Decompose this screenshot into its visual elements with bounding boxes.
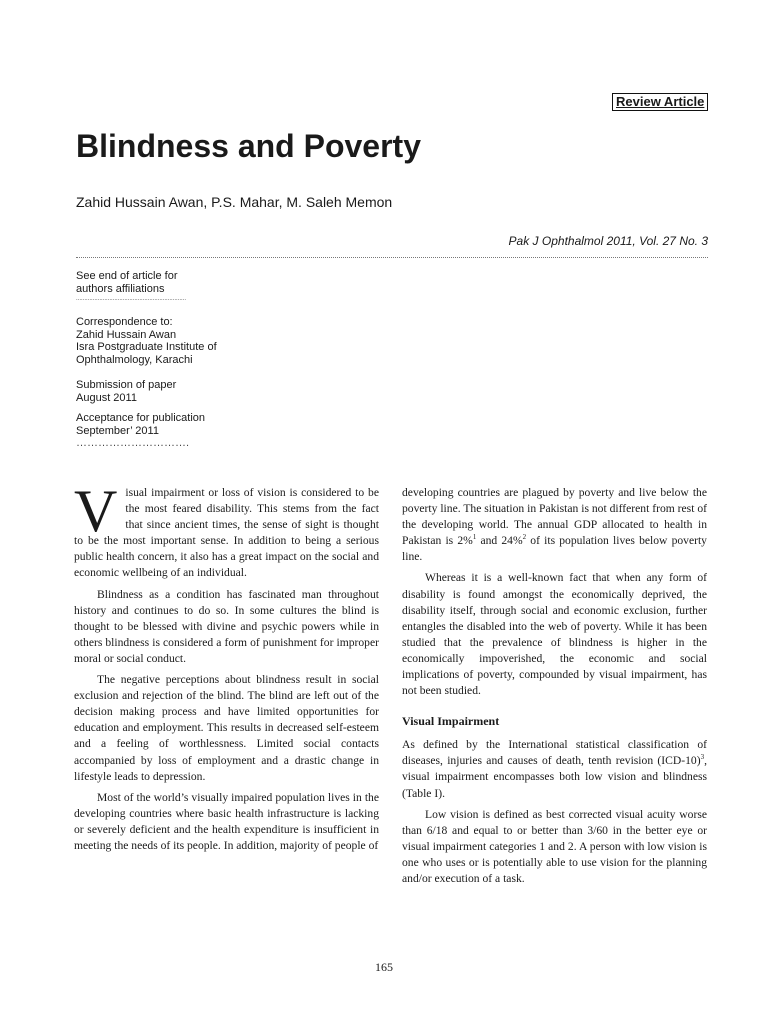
article-info-sidebar [76,270,266,450]
text-span: and 24% [476,534,523,548]
author-list: Zahid Hussain Awan, P.S. Mahar, M. Saleh Memon [76,194,393,210]
submission-date: August 2011 [76,391,137,404]
paragraph-poverty [402,485,707,565]
paragraph-intro-text: isual impairment or loss of vision is considered to be the most feared disability. This stems from the fact that since ancient times, the sense of sight is thought to be the most important sense. In addition to being a serious public health concern, it also has a great impact on the social and economic wellbeing of an individual. [74,486,379,580]
article-type-badge: Review Article [612,93,708,111]
paragraph-history: Blindness as a condition has fascinated man throughout history and continues to do so. In some cultures the blind is thought to be blessed with divine and psychic powers while in others blindness is considered a form of punishment for improper moral or social conduct. [74,587,379,665]
sidebar-separator: .................................................................. [76,296,187,302]
paragraph-intro [74,478,379,582]
section-heading-visual-impairment: Visual Impairment [402,714,500,729]
text-span: of its population lives below poverty line. [402,534,707,564]
reference-superscript: 1 [472,533,477,542]
paragraph-icd10 [402,737,707,801]
article-title: Blindness and Poverty [76,128,421,164]
correspondence-institution-line1: Isra Postgraduate Institute of [76,341,217,353]
reference-superscript: 2 [522,533,527,542]
correspondence-name: Zahid Hussain Awan [76,328,177,341]
affiliations-note-line1: See end of article for [76,270,178,282]
page-number: 165 [375,960,393,974]
sidebar-end-separator: …………………………. [76,437,190,449]
header-divider [76,257,708,258]
body-column-right [402,485,707,892]
submission-label: Submission of paper [76,379,177,391]
affiliations-note-line2: authors affiliations [76,282,165,295]
reference-superscript: 3 [700,753,705,762]
acceptance-label: Acceptance for publication [76,412,206,424]
paragraph-developing-countries: Most of the world’s visually impaired population lives in the developing countries where basic health infrastructure is lacking or severely deficient and the health expenditure is insufficient in meeting the needs of its people. In addition, majority of people of [74,790,379,852]
correspondence-label: Correspondence to: [76,316,173,328]
body-column-left [74,478,379,859]
journal-citation: Pak J Ophthalmol 2011, Vol. 27 No. 3 [508,234,708,248]
paragraph-low-vision: Low vision is defined as best corrected visual acuity worse than 6/18 and equal to or better than 3/60 in the better eye or visual impairment categories 1 and 2. A person with low vision is one who uses or is potentially able to use vision for the planning and/or execution of a task. [402,807,707,885]
paragraph-perceptions: The negative perceptions about blindness result in social exclusion and rejection of the blind. The blind are left out of the decision making process and have limited opportunities for education and employment. This results in decreased self-esteem and a feeling of worthlessness. Limited social contacts accompanied by loss of employment and a drastic change in lifestyle leads to depression. [74,673,379,783]
text-span: developing countries are plagued by poverty and live below the poverty line. The situation in Pakistan is not different from rest of the developing world. The annual GDP allocated to health in Pakistan is 2% [402,486,707,548]
paragraph-disability: Whereas it is a well-known fact that when any form of disability is found amongst the economically deprived, the disability itself, through social and economic exclusion, further entangles the disabled into the web of poverty. While it has been studied that the prevalence of blindness is higher in the economically impoverished, the economic and social implications of poverty, compounded by visual impairment, has not been studied. [402,571,707,698]
drop-cap: V [74,478,118,544]
text-span: As defined by the International statistical classification of diseases, injuries and causes of death, tenth revision (ICD-10) [402,738,707,768]
correspondence-institution-line2: Ophthalmology, Karachi [76,353,193,366]
text-span: , visual impairment encompasses both low vision and blindness (Table I). [402,754,707,800]
acceptance-date: September’ 2011 [76,424,159,437]
